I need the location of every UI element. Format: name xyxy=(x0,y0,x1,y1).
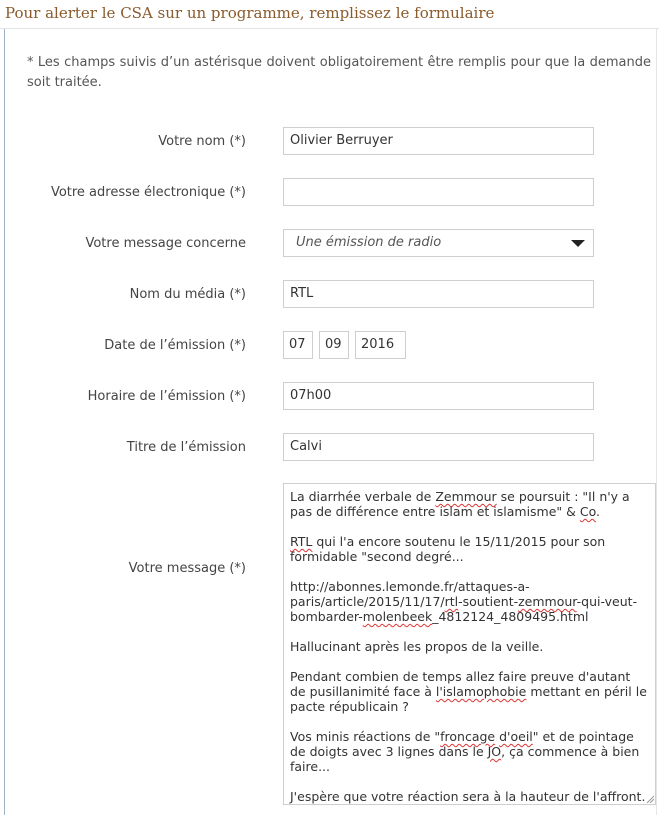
date-label: Date de l’émission (*) xyxy=(104,338,246,353)
date-year-input[interactable]: 2016 xyxy=(355,331,406,359)
message-textarea[interactable] xyxy=(283,483,656,805)
message-type-label: Votre message concerne xyxy=(85,236,246,251)
page-title: Pour alerter le CSA sur un programme, remplissez le formulaire xyxy=(0,0,659,29)
chevron-down-icon xyxy=(571,240,585,247)
email-input[interactable] xyxy=(283,178,594,206)
time-input[interactable]: 07h00 xyxy=(283,382,594,410)
message-paragraph: Vos minis réactions de "froncage d'oeil" et de pointage de doigts avec 3 lignes dans le JO, ça commence à bien faire... xyxy=(290,729,640,774)
date-day-input[interactable]: 07 xyxy=(283,331,313,359)
time-label: Horaire de l’émission (*) xyxy=(87,389,246,404)
message-paragraph: La diarrhée verbale de Zemmour se poursuit : "Il n'y a pas de différence entre islam et islamisme" & Co. xyxy=(290,489,630,519)
message-type-value: Une émission de radio xyxy=(296,235,442,250)
media-input[interactable]: RTL xyxy=(283,280,594,308)
media-label: Nom du média (*) xyxy=(129,287,246,302)
message-paragraph: http://abonnes.lemonde.fr/attaques-a-paris/article/2015/11/17/rtl-soutient-zemmour-qui-veut-bombarder-molenbeek_4812124_4809495.html xyxy=(290,579,638,624)
program-title-label: Titre de l’émission xyxy=(126,440,246,455)
program-title-input[interactable]: Calvi xyxy=(283,433,594,461)
message-label: Votre message (*) xyxy=(128,561,246,576)
resize-handle-icon[interactable] xyxy=(646,795,654,803)
date-month-input[interactable]: 09 xyxy=(319,331,349,359)
email-label: Votre adresse électronique (*) xyxy=(50,185,246,200)
message-paragraph: RTL qui l'a encore soutenu le 15/11/2015 pour son formidable "second degré... xyxy=(290,534,606,564)
message-type-select[interactable] xyxy=(283,229,594,257)
name-label: Votre nom (*) xyxy=(158,134,246,149)
message-paragraph: Hallucinant après les propos de la veille. xyxy=(290,639,544,654)
form-panel xyxy=(4,29,657,815)
name-input[interactable]: Olivier Berruyer xyxy=(283,127,594,155)
message-paragraph: J'espère que votre réaction sera à la hauteur de l'affront. xyxy=(290,789,646,804)
message-paragraph: Pendant combien de temps allez faire preuve d'autant de pusillanimité face à l'islamophobie mettant en péril le pacte républicain ? xyxy=(290,669,647,714)
required-fields-note: * Les champs suivis d’un astérisque doivent obligatoirement être remplis pour que la demande soit traitée. xyxy=(27,55,651,90)
